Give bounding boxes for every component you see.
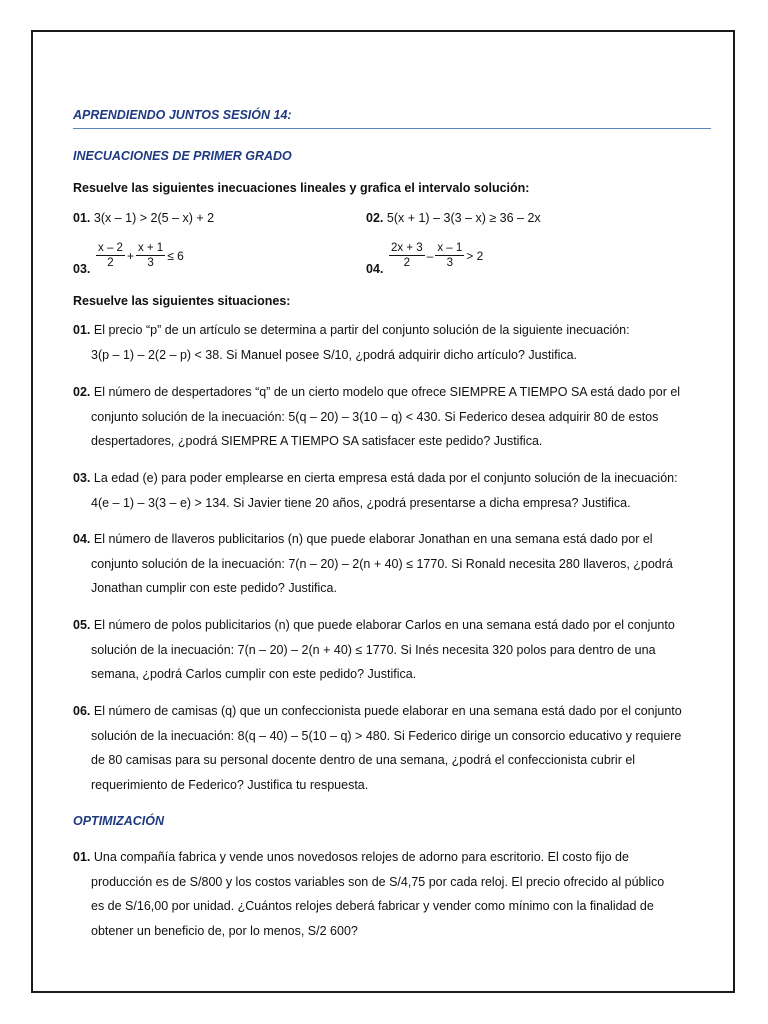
optimization-heading: OPTIMIZACIÓN xyxy=(73,814,164,828)
situation-01: 01. El precio “p” de un artículo se determina a partir del conjunto solución de la siguiente inecuación: 3(p – 1) – 2(2 – p) < 38. Si Manuel posee S/10, ¿podrá adquirir dicho artículo? Justifica. xyxy=(73,323,630,362)
instruction-text: Resuelve las siguientes inecuaciones lineales y grafica el intervalo solución: xyxy=(73,181,530,195)
situations-heading: Resuelve las siguientes situaciones: xyxy=(73,294,291,308)
fraction: $\frac{x + 1}{3}$ xyxy=(137,242,164,269)
situation-02: 02. El número de despertadores “q” de un cierto modelo que ofrece SIEMPRE A TIEMPO SA está dado por el conjunto solución de la inecuación: 5(q – 20) – 3(10 – q) < 430. Si Federico desea adquirir 80 de estos despertadores, ¿podrá SIEMPRE A TIEMPO SA satisfacer este pedido? Justifica. xyxy=(73,385,681,448)
fraction: $\frac{2x + 3}{2}$ xyxy=(391,242,423,269)
header-divider xyxy=(73,128,711,129)
session-title: APRENDIENDO JUNTOS SESIÓN 14: xyxy=(73,108,292,122)
exercise-01: 01. 3(x – 1) > 2(5 – x) + 2 xyxy=(73,211,215,225)
situation-05: 05. El número de polos publicitarios (n) que puede elaborar Carlos en una semana está dado por el conjunto solución de la inecuación: 7(n – 20) – 2(n + 40) ≤ 1770. Si Inés necesita 320 polos para dentro de una semana, ¿podrá Carlos cumplir con este pedido? Justifica. xyxy=(73,618,675,681)
situation-04: 04. El número de llaveros publicitarios (n) que puede elaborar Jonathan en una semana está dado por el conjunto solución de la inecuación: 7(n – 20) – 2(n + 40) ≤ 1770. Si Ronald necesita 280 llaveros, ¿podrá Jonathan cumplir con este pedido? Justifica. xyxy=(73,532,673,595)
optimization-01: 01. Una compañía fabrica y vende unos novedosos relojes de adorno para escritorio. El costo fijo de producción es de S/800 y los costos variables son de S/4,75 por cada reloj. El precio ofrecido al público es de S/16,00 por unidad. ¿Cuántos relojes deberá fabricar y vender como mínimo con la finalidad de obtener un beneficio de, por lo menos, S/2 600? xyxy=(73,850,665,938)
situation-03: 03. La edad (e) para poder emplearse en cierta empresa está dada por el conjunto solución de la inecuación: 4(e – 1) – 3(3 – e) > 134. Si Javier tiene 20 años, ¿podrá presentarse a dicha empresa? Justifica. xyxy=(73,471,678,510)
situation-06: 06. El número de camisas (q) que un confeccionista puede elaborar en una semana está dado por el conjunto solución de la inecuación: 8(q – 40) – 5(10 – q) > 480. Si Federico dirige un consorcio educativo y requiere de 80 camisas para su personal docente dentro de una semana, ¿podrá el confeccionista cubrir el requerimiento de Federico? Justifica tu respuesta. xyxy=(73,704,682,792)
fraction: $\frac{x - 2}{2}$ xyxy=(98,242,123,269)
topic-title: INECUACIONES DE PRIMER GRADO xyxy=(73,149,292,163)
fraction: $\frac{x - 1}{3}$ xyxy=(437,242,463,269)
exercise-02: 02. 5(x + 1) – 3(3 – x) ≥ 36 – 2x xyxy=(366,211,541,225)
